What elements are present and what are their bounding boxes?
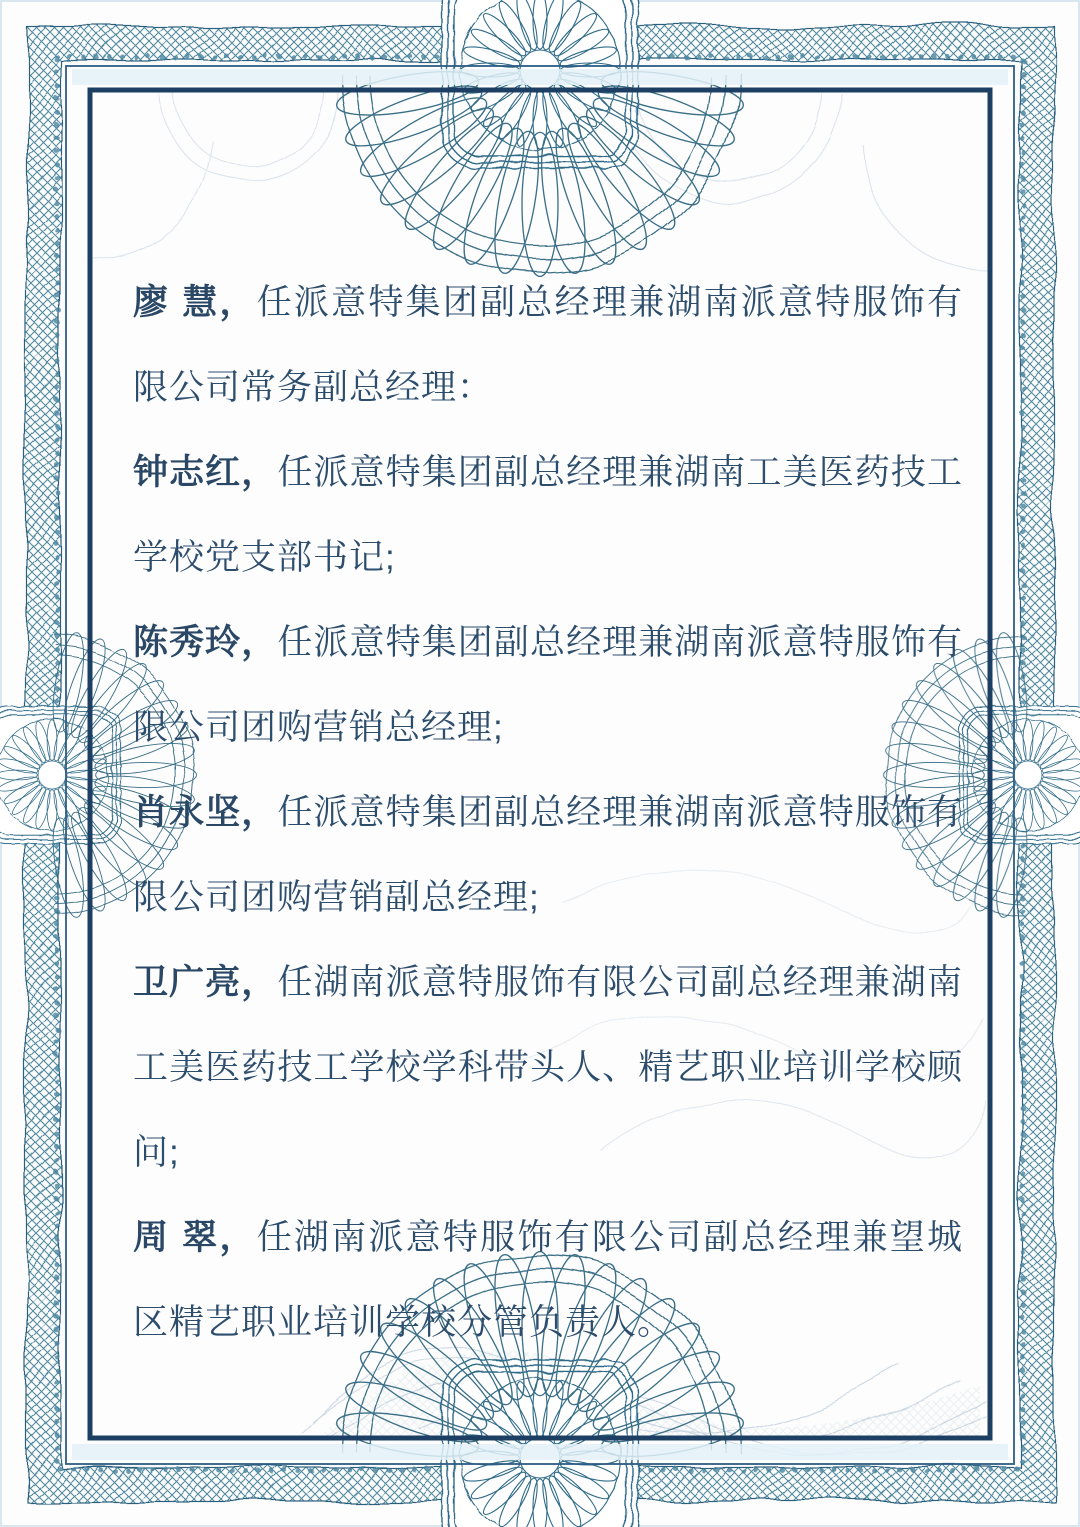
- appointment-detail: 任湖南派意特服饰有限公司副总经理兼望城区精艺职业培训学校分管负责人。: [133, 1218, 963, 1342]
- appointment-detail: 任派意特集团副总经理兼湖南派意特服饰有限公司团购营销总经理;: [133, 623, 963, 747]
- appointee-name: 肖永坚，: [133, 793, 278, 832]
- appointment-detail: 任湖南派意特服饰有限公司副总经理兼湖南工美医药技工学校学科带头人、精艺职业培训学校顾问;: [133, 963, 963, 1172]
- appointment-entry: [133, 430, 963, 600]
- appointment-entry: [133, 260, 963, 430]
- appointee-name: 廖 慧，: [133, 283, 257, 322]
- appointee-name: 周 翠，: [133, 1218, 257, 1257]
- appointment-detail: 任派意特集团副总经理兼湖南派意特服饰有限公司常务副总经理：: [133, 283, 963, 407]
- appointment-notice-body: [133, 260, 963, 1365]
- appointment-entry: [133, 940, 963, 1195]
- appointment-entry: [133, 1195, 963, 1365]
- appointment-detail: 任派意特集团副总经理兼湖南派意特服饰有限公司团购营销副总经理;: [133, 793, 963, 917]
- appointee-name: 钟志红，: [133, 453, 278, 492]
- appointee-name: 陈秀玲，: [133, 623, 278, 662]
- appointment-entry: [133, 600, 963, 770]
- appointment-entry: [133, 770, 963, 940]
- appointment-detail: 任派意特集团副总经理兼湖南工美医药技工学校党支部书记;: [133, 453, 963, 577]
- appointee-name: 卫广亮，: [133, 963, 278, 1002]
